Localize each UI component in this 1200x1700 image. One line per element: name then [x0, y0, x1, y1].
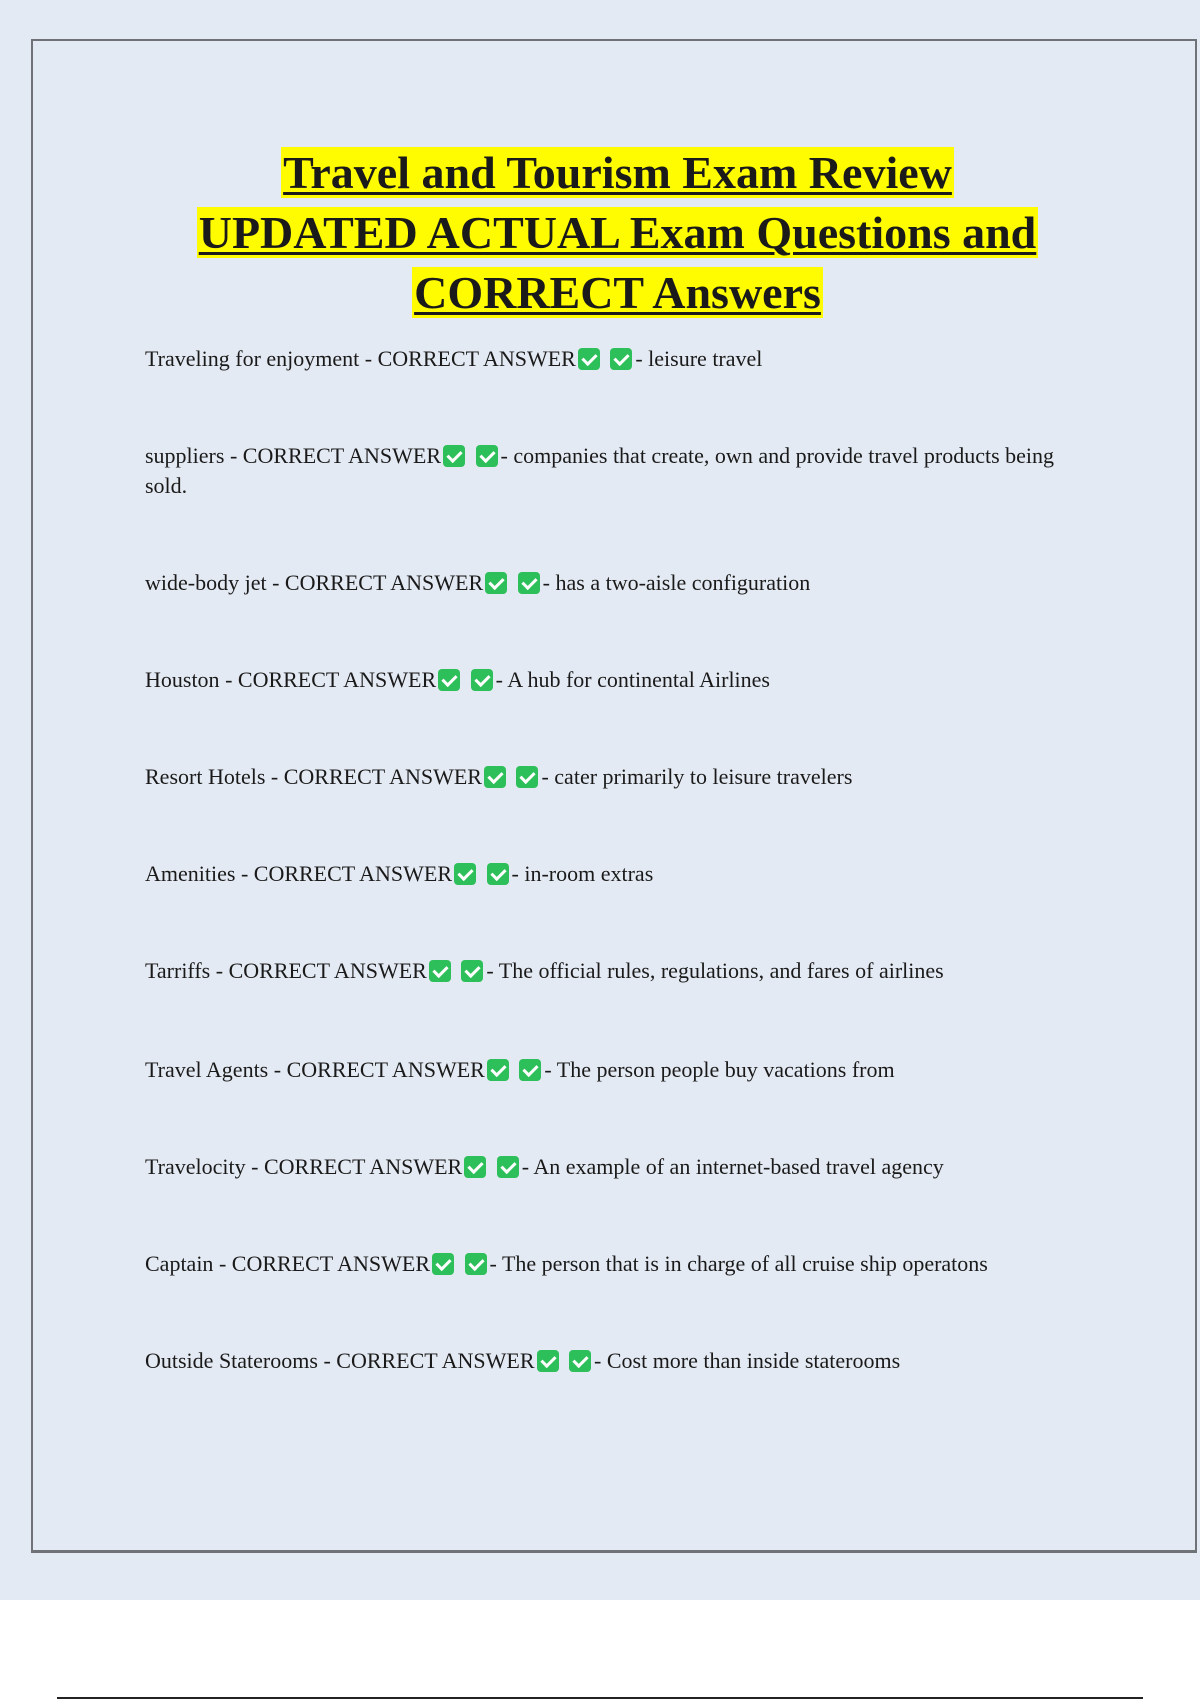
check-mark-icon: [485, 572, 507, 594]
correct-answer-label: CORRECT ANSWER: [377, 346, 576, 371]
check-mark-icon: [516, 766, 538, 788]
check-mark-icon: [461, 960, 483, 982]
check-mark-icon: [432, 1253, 454, 1275]
qa-answer: The person that is in charge of all cruise ship operatons: [501, 1251, 988, 1276]
qa-term: Captain: [145, 1251, 214, 1276]
qa-item: Resort Hotels - CORRECT ANSWER - cater primarily to leisure travelers: [145, 764, 853, 789]
check-mark-icon: [610, 348, 632, 370]
check-mark-icon: [497, 1156, 519, 1178]
qa-answer: The official rules, regulations, and fares of airlines: [498, 958, 944, 983]
qa-answer: An example of an internet-based travel agency: [533, 1154, 944, 1179]
check-mark-icon: [429, 960, 451, 982]
qa-item: Travel Agents - CORRECT ANSWER - The person people buy vacations from: [145, 1057, 895, 1082]
correct-answer-label: CORRECT ANSWER: [283, 764, 482, 789]
check-mark-icon: [464, 1156, 486, 1178]
check-mark-icon: [519, 1059, 541, 1081]
correct-answer-label: CORRECT ANSWER: [242, 443, 442, 468]
check-mark-icon: [465, 1253, 487, 1275]
page-title: [100, 143, 1135, 323]
title-line: Travel and Tourism Exam Review: [283, 147, 952, 198]
check-mark-icon: [487, 1059, 509, 1081]
check-mark-icon: [537, 1350, 559, 1372]
correct-answer-label: CORRECT ANSWER: [231, 1251, 431, 1276]
qa-item: wide-body jet - CORRECT ANSWER - has a two-aisle configuration: [145, 570, 811, 595]
qa-term: suppliers: [145, 443, 225, 468]
qa-item: Outside Staterooms - CORRECT ANSWER - Cost more than inside staterooms: [145, 1348, 901, 1373]
footer-divider: [57, 1697, 1143, 1699]
correct-answer-label: CORRECT ANSWER: [263, 1154, 463, 1179]
qa-term: Travel Agents: [145, 1057, 269, 1082]
qa-item: Houston - CORRECT ANSWER - A hub for continental Airlines: [145, 667, 770, 692]
qa-term: Resort Hotels: [145, 764, 266, 789]
qa-term: Travelocity: [145, 1154, 246, 1179]
qa-term: wide-body jet: [145, 570, 267, 595]
check-mark-icon: [487, 863, 509, 885]
correct-answer-label: CORRECT ANSWER: [253, 861, 453, 886]
qa-answer: cater primarily to leisure travelers: [554, 764, 853, 789]
check-mark-icon: [484, 766, 506, 788]
qa-answer: A hub for continental Airlines: [507, 667, 770, 692]
correct-answer-label: CORRECT ANSWER: [336, 1348, 535, 1373]
qa-term: Traveling for enjoyment: [145, 346, 360, 371]
title-line: UPDATED ACTUAL Exam Questions and: [198, 207, 1037, 258]
check-mark-icon: [518, 572, 540, 594]
correct-answer-label: CORRECT ANSWER: [237, 667, 437, 692]
correct-answer-label: CORRECT ANSWER: [228, 958, 427, 983]
check-mark-icon: [569, 1350, 591, 1372]
qa-answer: companies that create, own and provide travel products being sold.: [145, 443, 1055, 498]
qa-term: Outside Staterooms: [145, 1348, 318, 1373]
check-mark-icon: [471, 669, 493, 691]
qa-item: Amenities - CORRECT ANSWER - in-room extras: [145, 861, 654, 886]
qa-answer: The person people buy vacations from: [556, 1057, 895, 1082]
qa-term: Houston: [145, 667, 220, 692]
check-mark-icon: [454, 863, 476, 885]
qa-term: Amenities: [145, 861, 236, 886]
check-mark-icon: [578, 348, 600, 370]
qa-answer: has a two-aisle configuration: [555, 570, 811, 595]
qa-item: Captain - CORRECT ANSWER - The person that is in charge of all cruise ship operatons: [145, 1251, 988, 1276]
qa-answer: Cost more than inside staterooms: [606, 1348, 901, 1373]
qa-item: Traveling for enjoyment - CORRECT ANSWER - leisure travel: [145, 346, 763, 371]
qa-item: suppliers - CORRECT ANSWER - companies that create, own and provide travel products being sold.: [145, 443, 1055, 498]
check-mark-icon: [438, 669, 460, 691]
check-mark-icon: [476, 445, 498, 467]
qa-term: Tarriffs: [145, 958, 211, 983]
check-mark-icon: [443, 445, 465, 467]
correct-answer-label: CORRECT ANSWER: [286, 1057, 485, 1082]
qa-answer: in-room extras: [524, 861, 654, 886]
title-line: CORRECT Answers: [414, 267, 821, 318]
qa-item: Tarriffs - CORRECT ANSWER - The official rules, regulations, and fares of airlines: [145, 958, 944, 983]
qa-item: Travelocity - CORRECT ANSWER - An example of an internet-based travel agency: [145, 1154, 944, 1179]
correct-answer-label: CORRECT ANSWER: [284, 570, 484, 595]
qa-answer: leisure travel: [648, 346, 763, 371]
